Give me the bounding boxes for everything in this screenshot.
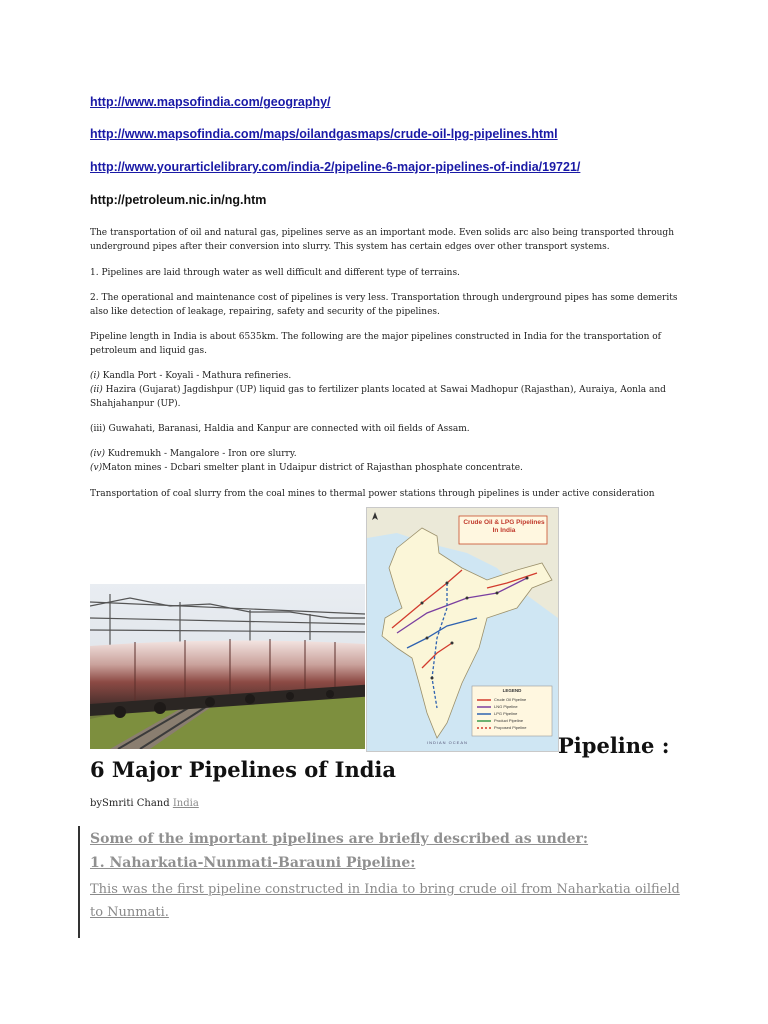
map-ocean-label: INDIAN OCEAN (427, 740, 468, 745)
point-1: 1. Pipelines are laid through water as well difficult and different type of terrains. (90, 268, 460, 278)
list-item-i: Kandla Port - Koyali - Mathura refineries. (99, 371, 292, 381)
map-title-line2: In India (492, 527, 516, 534)
list-marker-ii: (ii) (90, 385, 103, 395)
india-pipelines-map (366, 507, 559, 752)
pipeline-list-1 (90, 369, 690, 411)
map-title (461, 519, 547, 535)
link-mapsofindia-pipelines[interactable]: http://www.mapsofindia.com/maps/oilandgasmaps/crude-oil-lpg-pipelines.html (90, 127, 558, 141)
legend-item: Crude Oil Pipeline (494, 697, 527, 702)
pipeline-list-2: (iii) Guwahati, Baranasi, Haldia and Kanpur are connected with oil fields of Assam. (90, 424, 470, 434)
list-item-iv: Kudremukh - Mangalore - Iron ore slurry. (105, 449, 297, 459)
quote-intro[interactable]: Some of the important pipelines are briefly described as under: (90, 831, 589, 847)
byline (90, 798, 199, 809)
legend-item: Proposed Pipeline (494, 725, 527, 730)
headline-part1: Pipeline : (558, 733, 670, 758)
headline-part2: 6 Major Pipelines of India (90, 757, 396, 782)
coal-slurry-paragraph: Transportation of coal slurry from the coal mines to thermal power stations through pipelines is under active consideration (90, 489, 655, 499)
list-marker-i: (i) (90, 371, 100, 381)
byline-author: bySmriti Chand (90, 798, 170, 809)
legend-item: LNG Pipeline (494, 704, 518, 709)
legend-item: LPG Pipeline (494, 711, 518, 716)
map-legend-title: LEGEND (502, 688, 522, 693)
list-item-ii: Hazira (Gujarat) Jagdishpur (UP) liquid gas to fertilizer plants located at Sawai Madhopur (Rajasthan), Auraiya, Aonla and Shahjahanpur (UP). (90, 385, 666, 409)
map-title-line1: Crude Oil & LPG Pipelines (463, 519, 545, 526)
link-mapsofindia-geography[interactable]: http://www.mapsofindia.com/geography/ (90, 95, 331, 109)
tanker-train-photo (90, 584, 365, 749)
pipeline-length-paragraph: Pipeline length in India is about 6535km. The following are the major pipelines constructed in India for the transportation of petroleum and liquid gas. (90, 332, 662, 356)
quote-description[interactable]: This was the first pipeline constructed in India to bring crude oil from Naharkatia oilfield to Nunmati. (90, 882, 680, 920)
petroleum-url: http://petroleum.nic.in/ng.htm (90, 193, 267, 207)
list-marker-iv: (iv) (90, 449, 105, 459)
quote-pipeline-heading[interactable]: 1. Naharkatia-Nunmati-Barauni Pipeline: (90, 855, 416, 871)
link-yourarticlelibrary[interactable]: http://www.yourarticlelibrary.com/india-2/pipeline-6-major-pipelines-of-india/19721/ (90, 160, 581, 174)
list-item-v: Maton mines - Dcbari smelter plant in Udaipur district of Rajasthan phosphate concentrate. (102, 463, 523, 473)
tanker-train-illustration (90, 584, 365, 749)
pipeline-list-3 (90, 447, 690, 475)
india-map-illustration (367, 508, 558, 751)
category-link[interactable]: India (172, 798, 199, 809)
intro-paragraph: The transportation of oil and natural gas, pipelines serve as an important mode. Even solids arc also being transported through underground pipes after their conversion into slurry. This system has certain edges over other transport systems. (90, 228, 674, 252)
map-legend (494, 696, 526, 731)
list-marker-v: (v) (90, 463, 103, 473)
legend-item: Product Pipeline (494, 718, 524, 723)
quote-border (78, 826, 80, 938)
point-2: 2. The operational and maintenance cost of pipelines is very less. Transportation through underground pipes has some demerits also like detection of leakage, repairing, safety and security of the pipelines. (90, 293, 678, 317)
